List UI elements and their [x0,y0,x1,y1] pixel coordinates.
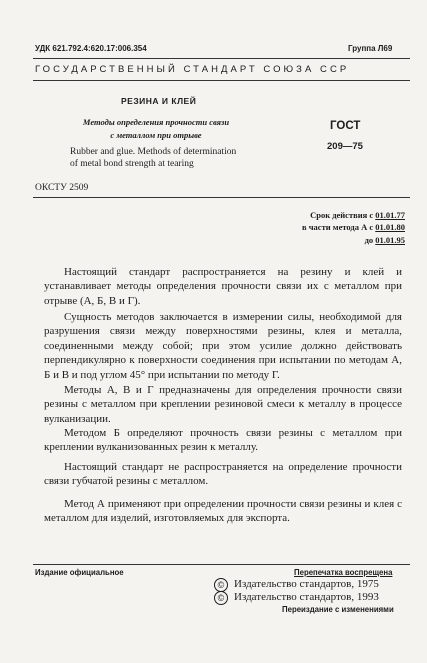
header-rule-top [33,58,410,59]
validity-line-2: в части метода А с 01.01.80 [302,222,405,232]
body-paragraph: Метод А применяют при определении прочности связи резины и клея с металлом для изделий, изготовляемых для экспорта. [44,498,402,525]
body-paragraph: Настоящий стандарт не распространяется на определение прочности связи губчатой резины с металлом. [44,461,402,488]
gost-label: ГОСТ [330,120,361,132]
official-edition-label: Издание официальное [35,568,124,577]
english-title-line-2: of metal bond strength at tearing [70,159,194,169]
document-title: РЕЗИНА И КЛЕЙ [121,96,197,106]
footer-rule [33,564,410,565]
state-standard-heading: ГОСУДАРСТВЕННЫЙ СТАНДАРТ СОЮЗА ССР [35,64,350,75]
body-paragraph: Настоящий стандарт распространяется на резину и клей и устанавливает методы определения прочности связи их с металлом при отрыве (А, Б, В и Г). [44,266,402,307]
copyright-icon: © [214,591,228,605]
subtitle-line-1: Методы определения прочности связи [82,117,230,127]
udk-code: УДК 621.792.4:620.17:006.354 [35,44,147,53]
reissue-label: Переиздание с изменениями [282,605,394,614]
reprint-prohibited-label: Перепечатка воспрещена [294,568,393,577]
group-code: Группа Л69 [348,44,393,53]
okstu-code: ОКСТУ 2509 [35,183,89,193]
validity-line-1: Срок действия с 01.01.77 [310,210,405,220]
gost-number: 209—75 [327,141,363,152]
copyright-1975: © Издательство стандартов, 1975 [214,578,379,592]
body-paragraph: Методы А, В и Г предназначены для определения прочности связи резины с металлом при креплении резиновой смеси к металлу в процессе вулканизации. [44,384,402,425]
body-paragraph: Методом Б определяют прочность связи резины с металлом при креплении вулканизованных резин к металлу. [44,427,402,454]
title-rule [33,197,410,198]
validity-line-3: до 01.01.95 [364,235,405,245]
body-paragraph: Сущность методов заключается в измерении силы, необходимой для разрушения связи между поверхностями резины, клея и металла, соединенными между собой; при этом усилие должно действовать перпендикулярно к поверхности соединения при испытании по методам А, Б и В и под углом 45° при испытании по методу Г. [44,311,402,381]
subtitle-line-2: с металлом при отрыве [110,130,202,140]
header-rule-bottom [33,80,410,81]
copyright-1993: © Издательство стандартов, 1993 [214,591,379,605]
copyright-icon: © [214,578,228,592]
english-title-line-1: Rubber and glue. Methods of determination [70,147,237,157]
